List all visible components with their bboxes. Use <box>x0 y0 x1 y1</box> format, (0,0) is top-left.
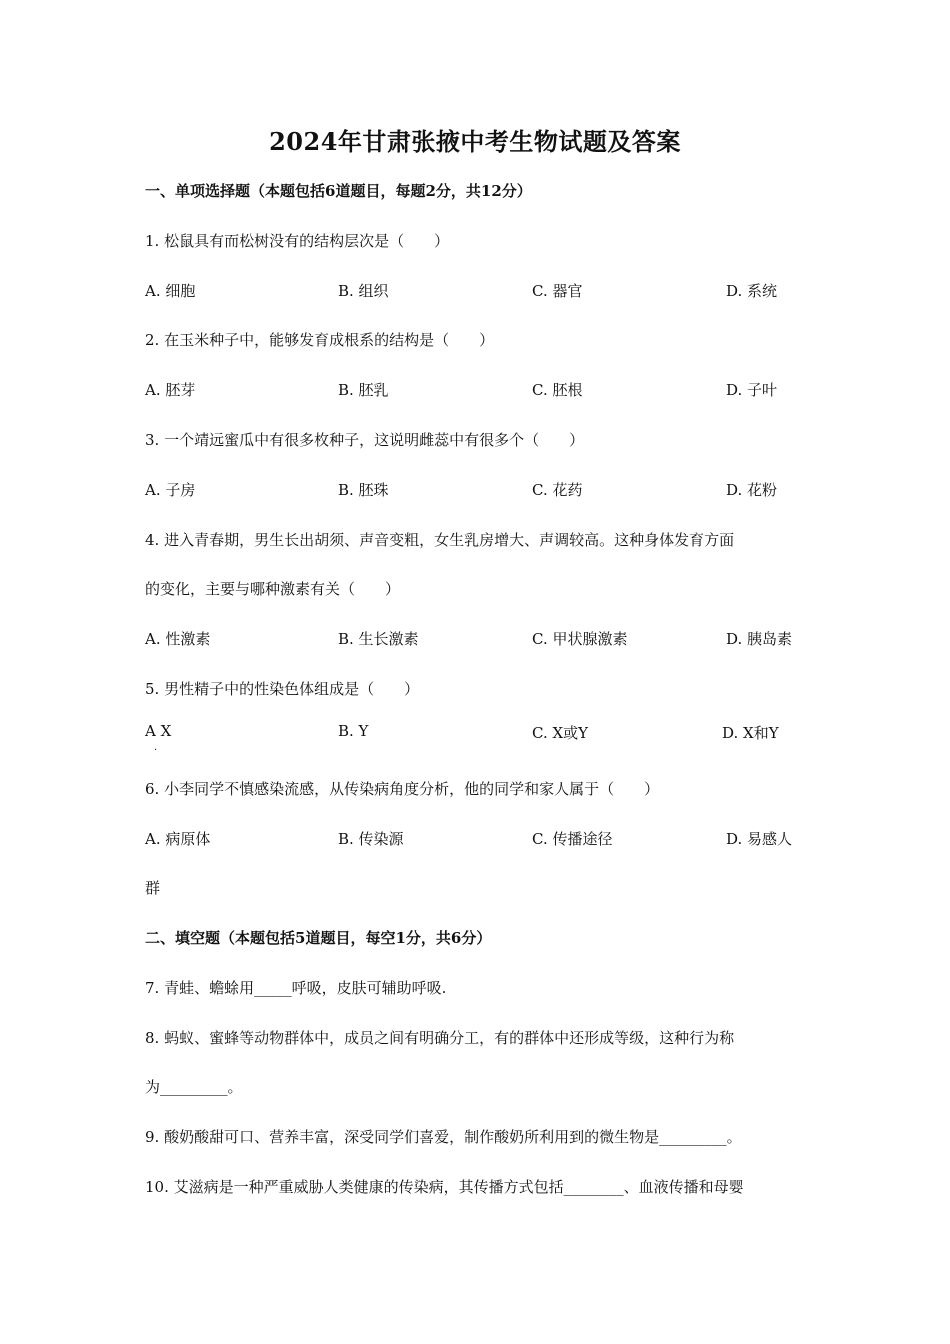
question-4-stem-line2: 的变化，主要与哪种激素有关（ ） <box>145 580 401 598</box>
question-5-option-a: A X <box>145 722 172 740</box>
question-5-option-a-dot: · <box>154 745 158 756</box>
question-8-stem-line1: 8. 蚂蚁、蜜蜂等动物群体中，成员之间有明确分工，有的群体中还形成等级，这种行为称 <box>145 1029 735 1047</box>
question-4-stem-line1: 4. 进入青春期，男生长出胡须、声音变粗，女生乳房增大、声调较高。这种身体发育方面 <box>145 531 735 549</box>
question-1-stem: 1. 松鼠具有而松树没有的结构层次是（ ） <box>145 232 450 250</box>
question-2-stem: 2. 在玉米种子中，能够发育成根系的结构是（ ） <box>145 331 495 349</box>
question-2-option-b: B. 胚乳 <box>338 381 389 399</box>
section-heading-single-choice: 一、单项选择题（本题包括6道题目，每题2分，共12分） <box>145 182 532 200</box>
question-3-option-a: A. 子房 <box>145 481 196 499</box>
question-5-option-c: C. X或Y <box>532 724 589 742</box>
question-1-option-d: D. 系统 <box>726 282 778 300</box>
question-3-option-d: D. 花粉 <box>726 481 778 499</box>
question-4-option-d: D. 胰岛素 <box>726 630 793 648</box>
question-6-option-d: D. 易感人 <box>726 830 793 848</box>
question-7-stem: 7. 青蛙、蟾蜍用_____呼吸，皮肤可辅助呼吸. <box>145 979 447 997</box>
question-1-option-c: C. 器官 <box>532 282 583 300</box>
question-9-stem: 9. 酸奶酸甜可口、营养丰富，深受同学们喜爱，制作酸奶所利用到的微生物是_________。 <box>145 1128 742 1146</box>
question-3-option-b: B. 胚珠 <box>338 481 389 499</box>
question-2-option-a: A. 胚芽 <box>145 381 196 399</box>
question-4-option-c: C. 甲状腺激素 <box>532 630 628 648</box>
question-3-stem: 3. 一个靖远蜜瓜中有很多枚种子，这说明雌蕊中有很多个（ ） <box>145 431 585 449</box>
question-6-option-a: A. 病原体 <box>145 830 211 848</box>
question-3-option-c: C. 花药 <box>532 481 583 499</box>
page-title: 2024年甘肃张掖中考生物试题及答案 <box>269 127 681 156</box>
question-2-option-d: D. 子叶 <box>726 381 778 399</box>
question-4-option-a: A. 性激素 <box>145 630 211 648</box>
question-5-option-d: D. X和Y <box>722 724 779 742</box>
question-6-option-c: C. 传播途径 <box>532 830 613 848</box>
question-6-option-d-wrap: 群 <box>145 879 161 897</box>
question-1-option-a: A. 细胞 <box>145 282 196 300</box>
question-10-stem: 10. 艾滋病是一种严重威胁人类健康的传染病，其传播方式包括________、血液传播和母婴 <box>145 1178 744 1196</box>
question-5-option-b: B. Y <box>338 722 369 740</box>
question-6-stem: 6. 小李同学不慎感染流感，从传染病角度分析，他的同学和家人属于（ ） <box>145 780 660 798</box>
question-5-stem: 5. 男性精子中的性染色体组成是（ ） <box>145 680 420 698</box>
question-6-option-b: B. 传染源 <box>338 830 404 848</box>
section-heading-fill-in: 二、填空题（本题包括5道题目，每空1分，共6分） <box>145 929 492 947</box>
question-4-option-b: B. 生长激素 <box>338 630 419 648</box>
question-2-option-c: C. 胚根 <box>532 381 583 399</box>
question-8-stem-line2: 为_________。 <box>145 1078 243 1096</box>
question-1-option-b: B. 组织 <box>338 282 389 300</box>
